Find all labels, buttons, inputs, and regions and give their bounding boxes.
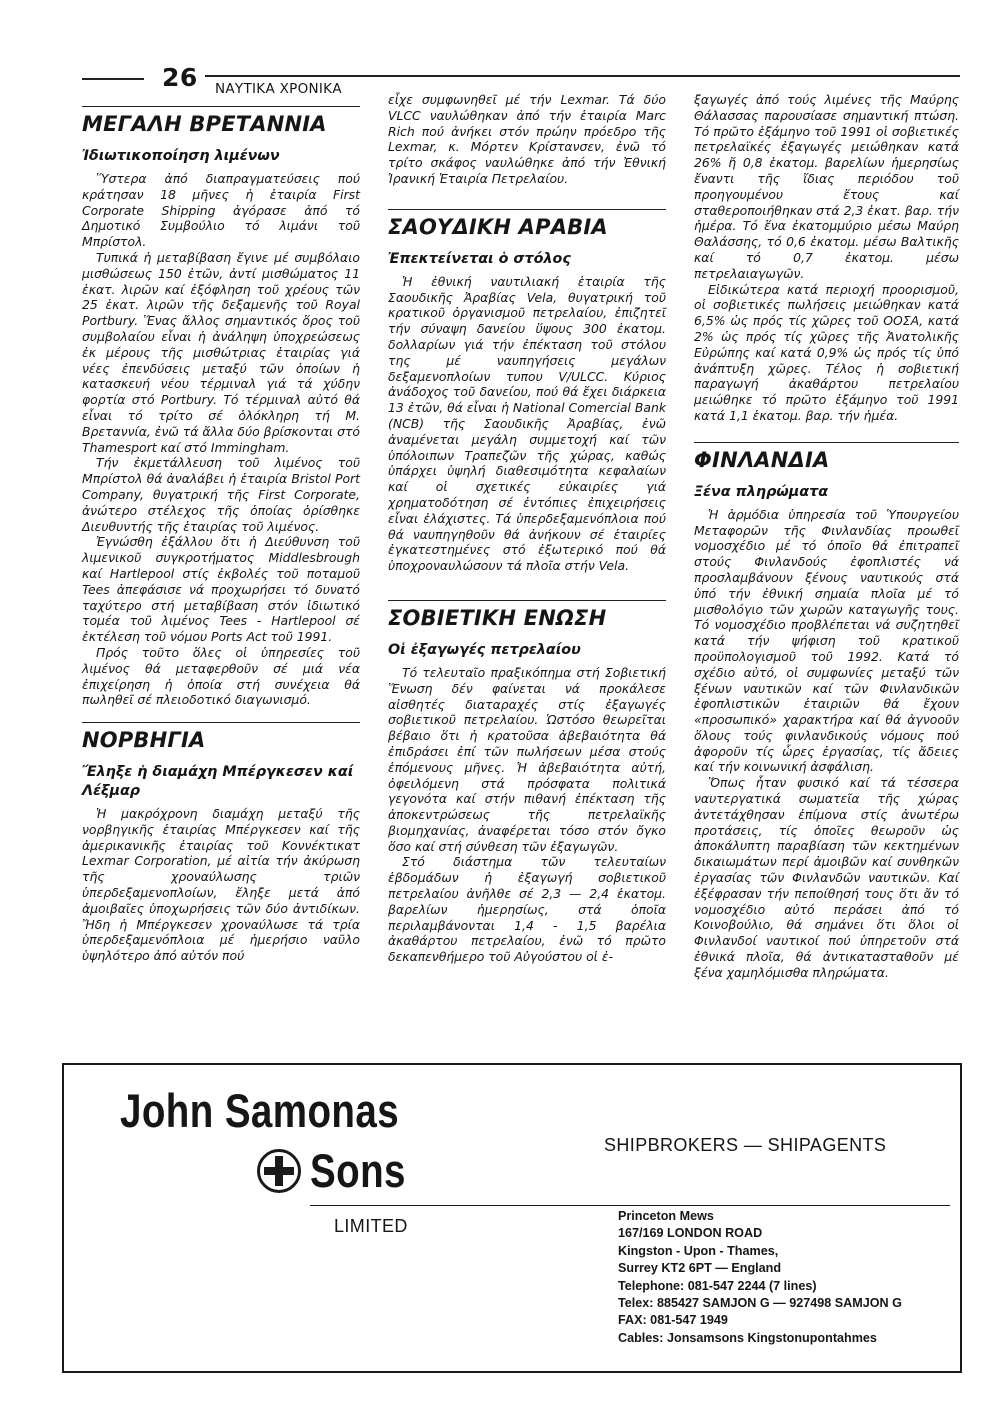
section-rule <box>82 106 360 107</box>
company-name-sons: Sons <box>310 1144 406 1197</box>
column-1 <box>82 106 360 964</box>
header-rule-left <box>82 78 144 80</box>
article-paragraph: Τυπικά ἡ μεταβίβαση ἔγινε μέ συμβόλαιο μισθώσεως 150 ἐτῶν, ἀντί μισθώματος 11 ἑκατ. λιρῶν καί ἐξόφληση τοῦ χρέους τῶν 25 ἑκατ. λιρῶν τῆς δεξαμενῆς τοῦ Royal Portbury. Ἕνας ἄλλος σημαντικός ὅρος τοῦ συμβολαίου εἶναι ἡ ἀνάληψη ὑποχρεώσεως ἐκ μέρους τῆς μισθώτριας ἑταιρίας γιά νέες ἐπενδύσεις μεταξύ τῶν ὁποίων ἡ κατασκευή νέου τέρμιναλ γιά τά χύδην φορτία στό Portbury. Τό τέρμιναλ αὐτό θά εἶναι τό τρίτο σέ ὁλόκληρη τή Μ. Βρεταννία, ἐνῶ τά ἄλλα δύο βρίσκονται στό Thamesport καί στό Immingham. <box>82 249 360 455</box>
tagline: SHIPBROKERS — SHIPAGENTS <box>604 1135 887 1155</box>
address-line: 167/169 LONDON ROAD <box>618 1226 763 1241</box>
section-heading: ΝΟΡΒΗΓΙΑ <box>82 728 206 753</box>
article-paragraph: Ὕστερα ἀπό διαπραγματεύσεις πού κράτησαν 18 μῆνες ἡ ἑταιρία First Corporate Shipping ἀγόρασε ἀπό τό Δημοτικό Συμβούλιο τό λιμάνι τοῦ Μπρίστολ. <box>82 171 360 250</box>
address-line: Cables: Jonsamsons Kingstonupontahmes <box>618 1330 877 1345</box>
divider-line <box>310 1205 950 1206</box>
column-3 <box>694 92 959 981</box>
address-line: Telex: 885427 SAMJON G — 927498 SAMJON G <box>618 1296 902 1311</box>
page-number: 26 <box>162 63 198 92</box>
article-subheading: Ἔληξε ἡ διαμάχη Μπέργκεσεν καί Λέξμαρ <box>82 764 354 800</box>
header-rule-right <box>205 75 960 77</box>
article-paragraph: Ἡ μακρόχρονη διαμάχη μεταξύ τῆς νορβηγικῆς ἑταιρίας Μπέργκεσεν καί τῆς ἀμερικανικῆς ἑταιρίας τοῦ Κοννέκτικατ Lexmar Corporation, μέ αἰτία τήν ἀκύρωση τῆς χροναύλωσης τριῶν ὑπερδεξαμενοπλοίων, ἔληξε μετά ἀπό ἀμοιβαῖες ὑποχωρήσεις τῶν δύο ἀντιδίκων. Ἤδη ἡ Μπέργκεσεν χροναύλωσε τά τρία ὑπερδεξαμενόπλοια μέ ἡμερήσιο ναῦλο ὑψηλότερο ἀπό αὐτόν πού <box>82 806 360 964</box>
plus-circle-icon <box>256 1148 302 1194</box>
section-heading: ΣΟΒΙΕΤΙΚΗ ΕΝΩΣΗ <box>388 605 607 630</box>
section-rule <box>82 722 360 723</box>
section-rule <box>694 442 959 443</box>
article-paragraph: Τό τελευταῖο πραξικόπημα στή Σοβιετική Ἕνωση δέν φαίνεται νά προκάλεσε αἰσθητές διαταραχές στίς ἐξαγωγές σοβιετικοῦ πετρελαίου. Ὡστόσο θεωρεῖται βέβαιο ὅτι ἡ κρατοῦσα ἀβεβαιότητα θά ἐπιδράσει ἐπί τῶν πωλήσεων μέσα στούς ἑπόμενους μῆνες. Ἡ ἀβεβαιότητα αὐτή, ὀφειλόμενη στά πρόσφατα πολιτικά γεγονότα καί στήν πιθανή ἐπέκταση τῆς ἀποκεντρώσεως τῆς πετρελαϊκῆς βιομηχανίας, ἀναφέρεται τόσο στόν ὄγκο ὅσο καί στή σύνθεση τῶν ἐξαγωγῶν. <box>388 664 666 854</box>
article-subheading: Ἰδιωτικοποίηση λιμένων <box>82 148 280 164</box>
section-heading: ΣΑΟΥΔΙΚΗ ΑΡΑΒΙΑ <box>388 214 608 239</box>
company-name: John Samonas <box>120 1084 400 1137</box>
article-paragraph: Εἰδικώτερα κατά περιοχή προορισμοῦ, οἱ σοβιετικές πωλήσεις μειώθηκαν κατά 6,5% ὡς πρός τίς χῶρες τοῦ ΟΟΣΑ, κατά 2% ὡς πρός τίς χῶρες τῆς Ἀνατολικῆς Εὐρώπης καί κατά 0,9% ὡς πρός τίς ὑπό ἀνάπτυξη χῶρες. Τέλος ἡ σοβιετική παραγωγή ἀκαθάρτου πετρελαίου μειώθηκε τό πρῶτο ἑξάμηνο τοῦ 1991 κατά 1,1 ἑκατομ. βαρ. τήν ἡμέα. <box>694 281 959 423</box>
address-line: Telephone: 081-547 2244 (7 lines) <box>618 1278 817 1293</box>
article-paragraph: Στό διάστημα τῶν τελευταίων ἑβδομάδων ἡ ἐξαγωγή σοβιετικοῦ πετρελαίου ἀνῆλθε σέ 2,3 — 2,4 ἑκατομ. βαρελίων ἡμερησίως, στά ὁποῖα περιλαμβάνονται 1,4 - 1,5 βαρέλια ἀκαθάρτου πετρελαίου, ἐνῶ τό πρῶτο δεκαπενθήμερο τοῦ Αὐγούστου οἱ ἐ- <box>388 854 666 965</box>
article-paragraph: Ἡ ἐθνική ναυτιλιακή ἑταιρία τῆς Σαουδικῆς Ἀραβίας Vela, θυγατρική τοῦ κρατικοῦ ὀργανισμοῦ πετρελαίου, ἐπιζητεῖ τήν σύναψη δανείου ὕψους 300 ἑκατομ. δολλαρίων γιά τήν ἐπέκταση τοῦ στόλου της μέ ναυπηγήσεις μεγάλων δεξαμενοπλοίων τυπου V/ULCC. Κύριος ἀνάδοχος τοῦ δανείου, πού θά ἔχει διάρκεια 13 ἐτῶν, θά εἶναι ἡ National Comercial Bank (NCB) τῆς Σαουδικῆς Ἀραβίας, ἐνῶ ἀναμένεται μεγάλη συμμετοχή καί τῶν ὑπόλοιπων Τραπεζῶν τῆς χώρας, καθώς ὑπάρχει ὑψηλή διαθεσιμότητα κεφαλαίων καί οἱ σχετικές εὐκαιρίες γιά χρηματοδότηση σέ ἐντόπιες ἐπιχειρήσεις εἶναι ἐλάχιστες. Τά ὑπερδεξαμενόπλοια πού θά ναυπηγηθοῦν θά ἀνήκουν σέ ἑταιρίες ἐγκατεστημένες στό ἐξωτερικό πού θά ὑποχροναυλώσουν τά πλοῖα στήν Vela. <box>388 273 666 574</box>
address-line: Kingston - Upon - Thames, <box>618 1243 779 1258</box>
article-paragraph: Ἡ ἁρμόδια ὑπηρεσία τοῦ Ὑπουργείου Μεταφορῶν τῆς Φινλανδίας προωθεῖ νομοσχέδιο μέ τό ὁποῖο θά ἐπιτραπεῖ στούς Φινλανδούς ἐφοπλιστές νά προσλαμβάνουν ξένους ναυτικούς στά ὑπό τήν ἐθνική σημαία πλοῖα μέ τό μισθολόγιο τῶν χωρῶν καταγωγῆς τους. Τό νομοσχέδιο προβλέπεται νά συζητηθεῖ κατά τήν ψήφιση τοῦ κρατικοῦ προϋπολογισμοῦ τοῦ 1992. Κατά τό σχέδιο αὐτό, οἱ συμφωνίες μεταξύ τῶν ξένων ναυτικῶν καί τῶν Φινλανδικῶν ἐφοπλιστικῶν ἑταιριῶν θά ἔχουν «προσωπικό» χαρακτήρα καί θά ἀγνοοῦν ὅλους τούς φινλανδικούς νόμους πού ἀφοροῦν τίς ὧρες ἐργασίας, τίς ἄδειες καί τήν κοινωνική ἀσφάλιση. <box>694 506 959 775</box>
article-paragraph: ξαγωγές ἀπό τούς λιμένες τῆς Μαύρης Θάλασσας παρουσίασε σημαντική πτώση. Τό πρῶτο ἑξάμηνο τοῦ 1991 οἱ σοβιετικές πετρελαϊκές ἐξαγωγές μειώθηκαν κατά 26% ἤ 0,8 ἑκατομ. βαρελίων ἡμερησίως ἔναντι τῆς ἴδιας περιόδου τοῦ προηγουμένου ἔτους καί σταθεροποιήθηκαν στά 2,3 ἑκατ. βαρ. τήν ἡμέρα. Τό ἕνα ἑκατομμύριο μέσω Μαύρη Θαλάσσης, τό 0,6 ἑκατομ. μέσω Βαλτικῆς καί τό 0,7 ἑκατομ. μέσω πετρελαιαγωγῶν. <box>694 92 959 281</box>
section-heading: ΜΕΓΑΛΗ ΒΡΕΤΑΝΝΙΑ <box>82 112 327 136</box>
column-2 <box>388 92 666 965</box>
advertisement-box <box>62 1063 962 1373</box>
address-line: Princeton Mews <box>618 1209 714 1223</box>
section-rule <box>388 209 666 210</box>
article-paragraph: Ἐγνώσθη ἐξάλλου ὅτι ἡ Διεύθυνση τοῦ λιμενικοῦ συγκροτήματος Middlesbrough καί Hartlepool στίς ἐκβολές τοῦ ποταμοῦ Tees ἀπεφάσισε νά προχωρήσει τό δυνατό ταχύτερο στή μεταβίβαση στόν ἰδιωτικό τομέα τοῦ λιμένος Tees - Hartlepool σέ ἐκτέλεση τοῦ νόμου Ports Act τοῦ 1991. <box>82 534 360 645</box>
company-limited: LIMITED <box>334 1216 408 1236</box>
section-rule <box>388 600 666 601</box>
address-line: Surrey KT2 6PT — England <box>618 1261 782 1276</box>
article-paragraph: εἶχε συμφωνηθεῖ μέ τήν Lexmar. Τά δύο VLCC ναυλώθηκαν ἀπό τήν ἑταιρία Marc Rich πού ἀνήκει στόν πρώην πρόεδρο τῆς Lexmar, κ. Μόρτεν Κρίστανσεν, ἐνῶ τό τρίτο σκάφος ναυλώθηκε ἀπό τήν Ἐθνική Ἰρανική Ἑταιρία Πετρελαίου. <box>388 92 666 186</box>
article-paragraph: Τήν ἐκμετάλλευση τοῦ λιμένος τοῦ Μπρίστολ θά ἀναλάβει ἡ ἑταιρία Bristol Port Company, θυγατρική τῆς First Corporate, ἀνώτερο στέλεχος τῆς ὁποίας ὁρίσθηκε Διευθυντής τῆς ἑταιρίας τοῦ λιμένος. <box>82 455 360 534</box>
address-line: FAX: 081-547 1949 <box>618 1313 728 1328</box>
article-subheading: Οἱ ἐξαγωγές πετρελαίου <box>388 641 581 658</box>
article-paragraph: Ὅπως ἦταν φυσικό καί τά τέσσερα ναυτεργατικά σωματεῖα τῆς χώρας ἀντετάχθησαν ἐπίμονα στίς ἀνωτέρω προτάσεις, τίς ὁποῖες θεωροῦν ὡς ἀποκάλυπτη παραβίαση τῶν κεκτημένων δικαιωμάτων περί ἀμοιβῶν καί συνθηκῶν ἐργασίας τῶν Φινλανδῶν ναυτικῶν. Καί ἐξέφρασαν τήν πεποίθησή τους ὅτι ἄν τό νομοσχέδιο αὐτό περάσει ἀπό τό Κοινοβούλιο, θά σημάνει ὅτι ὅλοι οἱ Φινλανδοί ναυτικοί πού ὑπηρετοῦν στά ἐθνικά πλοῖα, θά ἀντικατασταθοῦν μέ ξένα χαμηλόμισθα πληρώματα. <box>694 775 959 980</box>
publication-title: ΝΑΥΤΙΚΑ ΧΡΟΝΙΚΑ <box>215 81 342 97</box>
article-paragraph: Πρός τοῦτο ὅλες οἱ ὑπηρεσίες τοῦ λιμένος θά μεταφερθοῦν σέ μιά νέα ἐπιχείρηση ἡ ὁποία στή συνέχεια θά πωληθεῖ σέ πλειοδοτικό διαγωνισμό. <box>82 644 360 708</box>
section-heading: ΦΙΝΛΑΝΔΙΑ <box>694 447 830 472</box>
article-subheading: Ἐπεκτείνεται ὁ στόλος <box>388 250 571 267</box>
article-subheading: Ξένα πληρώματα <box>694 483 829 500</box>
contact-address <box>618 1208 958 1347</box>
